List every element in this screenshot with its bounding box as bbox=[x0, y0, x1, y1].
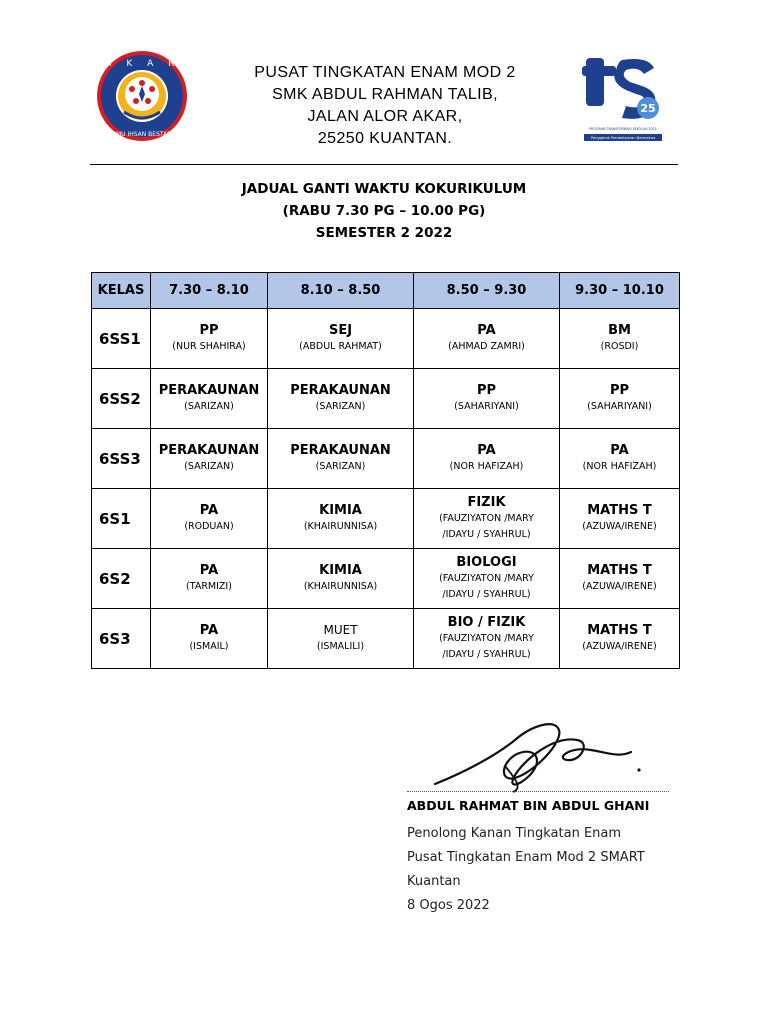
subject-label: PERAKAUNAN bbox=[158, 443, 260, 458]
header-kelas: KELAS bbox=[92, 273, 151, 309]
teacher-label: (FAUZIYATON /MARY bbox=[439, 573, 534, 584]
teacher-label-continued: /IDAYU / SYAHRUL) bbox=[442, 649, 531, 660]
header-divider bbox=[90, 164, 678, 165]
period-cell bbox=[414, 309, 560, 369]
teacher-label: (NOR HAFIZAH) bbox=[582, 461, 657, 472]
signatory-position: Penolong Kanan Tingkatan Enam bbox=[407, 826, 622, 841]
subject-label: PA bbox=[199, 503, 219, 518]
subject-label: PA bbox=[610, 443, 629, 458]
subject-label: FIZIK bbox=[467, 495, 506, 510]
signatory-school: Pusat Tingkatan Enam Mod 2 SMART bbox=[407, 850, 645, 865]
header-slot-1: 7.30 – 8.10 bbox=[151, 273, 268, 309]
period-cell bbox=[560, 309, 680, 369]
subject-label: KIMIA bbox=[319, 563, 362, 578]
teacher-label: (ISMAIL) bbox=[189, 641, 229, 652]
teacher-label: (SARIZAN) bbox=[315, 401, 366, 412]
teacher-label: (RODUAN) bbox=[184, 521, 234, 532]
subject-label: MATHS T bbox=[587, 563, 652, 578]
table-row bbox=[92, 489, 680, 549]
document-title bbox=[90, 178, 678, 244]
class-cell: 6S2 bbox=[92, 549, 151, 609]
teacher-label: (NOR HAFIZAH) bbox=[449, 461, 524, 472]
school-crest-logo bbox=[83, 50, 201, 142]
subject-label: PP bbox=[199, 323, 219, 338]
class-cell: 6SS1 bbox=[92, 309, 151, 369]
teacher-label-continued: /IDAYU / SYAHRUL) bbox=[442, 589, 531, 600]
teacher-label: (AHMAD ZAMRI) bbox=[448, 341, 525, 352]
header-slot-3: 8.50 – 9.30 bbox=[414, 273, 560, 309]
subject-label: BM bbox=[608, 323, 631, 338]
timetable-header-row bbox=[92, 273, 680, 309]
teacher-label: (ROSDI) bbox=[600, 341, 639, 352]
teacher-label: (AZUWA/IRENE) bbox=[582, 641, 657, 652]
period-cell bbox=[151, 609, 268, 669]
class-cell: 6SS3 bbox=[92, 429, 151, 489]
subject-label: PERAKAUNAN bbox=[290, 383, 391, 398]
period-cell bbox=[560, 369, 680, 429]
class-cell: 6S1 bbox=[92, 489, 151, 549]
period-cell bbox=[268, 309, 414, 369]
period-cell bbox=[151, 309, 268, 369]
period-cell bbox=[414, 609, 560, 669]
subject-label: PA bbox=[199, 623, 219, 638]
period-cell bbox=[560, 609, 680, 669]
table-row bbox=[92, 609, 680, 669]
logo-number: 25 bbox=[640, 102, 656, 115]
period-cell bbox=[560, 429, 680, 489]
teacher-label: (TARMIZI) bbox=[186, 581, 232, 592]
period-cell bbox=[560, 549, 680, 609]
class-cell: 6SS2 bbox=[92, 369, 151, 429]
ts25-logo bbox=[582, 52, 664, 144]
subject-label: PA bbox=[199, 563, 219, 578]
crest-top-text: S M K A R T bbox=[83, 59, 201, 69]
title-line-2: (RABU 7.30 PG – 10.00 PG) bbox=[282, 203, 486, 219]
teacher-label: (KHAIRUNNISA) bbox=[303, 581, 378, 592]
school-line-3: JALAN ALOR AKAR, bbox=[307, 108, 463, 125]
teacher-label: (FAUZIYATON /MARY bbox=[439, 513, 534, 524]
header-slot-4: 9.30 – 10.10 bbox=[560, 273, 680, 309]
signature-date: 8 Ogos 2022 bbox=[407, 898, 490, 913]
teacher-label: (ISMALILI) bbox=[316, 641, 365, 652]
period-cell bbox=[268, 429, 414, 489]
logo-caption-2: Penggerak Pembelajaran Bermakna bbox=[590, 136, 656, 140]
period-cell bbox=[414, 549, 560, 609]
subject-label: PERAKAUNAN bbox=[290, 443, 391, 458]
teacher-label: (SAHARIYANI) bbox=[454, 401, 519, 412]
school-address bbox=[200, 62, 570, 150]
period-cell bbox=[414, 489, 560, 549]
subject-label: PERAKAUNAN bbox=[158, 383, 260, 398]
title-line-1: JADUAL GANTI WAKTU KOKURIKULUM bbox=[241, 181, 527, 197]
period-cell bbox=[268, 489, 414, 549]
period-cell bbox=[268, 369, 414, 429]
school-line-4: 25250 KUANTAN. bbox=[317, 130, 453, 147]
subject-label: MATHS T bbox=[587, 503, 652, 518]
teacher-label: (ABDUL RAHMAT) bbox=[299, 341, 382, 352]
table-row bbox=[92, 549, 680, 609]
subject-label: BIOLOGI bbox=[456, 555, 517, 570]
period-cell bbox=[151, 489, 268, 549]
table-row bbox=[92, 429, 680, 489]
subject-label: MATHS T bbox=[587, 623, 652, 638]
teacher-label-continued: /IDAYU / SYAHRUL) bbox=[442, 529, 531, 540]
crest-bottom-text: ILMU IHSAN BESTARI bbox=[110, 131, 174, 138]
period-cell bbox=[151, 429, 268, 489]
signatory-place: Kuantan bbox=[407, 874, 461, 889]
subject-label: BIO / FIZIK bbox=[447, 615, 526, 630]
teacher-label: (AZUWA/IRENE) bbox=[582, 521, 657, 532]
period-cell bbox=[414, 369, 560, 429]
signatory-details bbox=[407, 822, 645, 918]
subject-label: MUET bbox=[323, 623, 358, 637]
subject-label: PP bbox=[476, 383, 497, 398]
teacher-label: (KHAIRUNNISA) bbox=[303, 521, 378, 532]
teacher-label: (NUR SHAHIRA) bbox=[172, 341, 246, 352]
timetable bbox=[91, 272, 680, 669]
period-cell bbox=[560, 489, 680, 549]
handwritten-signature bbox=[405, 706, 675, 798]
table-row bbox=[92, 309, 680, 369]
logo-caption-1: PROGRAM TRANSFORMASI SEKOLAH 2025 bbox=[589, 127, 657, 131]
period-cell bbox=[151, 549, 268, 609]
subject-label: SEJ bbox=[328, 323, 353, 338]
subject-label: PP bbox=[609, 383, 630, 398]
signatory-name: ABDUL RAHMAT BIN ABDUL GHANI bbox=[407, 798, 650, 813]
subject-label: KIMIA bbox=[319, 503, 362, 518]
period-cell bbox=[414, 429, 560, 489]
class-cell: 6S3 bbox=[92, 609, 151, 669]
period-cell bbox=[268, 549, 414, 609]
teacher-label: (FAUZIYATON /MARY bbox=[439, 633, 534, 644]
teacher-label: (SARIZAN) bbox=[315, 461, 366, 472]
school-line-2: SMK ABDUL RAHMAN TALIB, bbox=[272, 86, 498, 103]
teacher-label: (SARIZAN) bbox=[184, 401, 234, 412]
table-row bbox=[92, 369, 680, 429]
school-line-1: PUSAT TINGKATAN ENAM MOD 2 bbox=[254, 64, 516, 81]
subject-label: PA bbox=[477, 323, 496, 338]
header-slot-2: 8.10 – 8.50 bbox=[268, 273, 414, 309]
teacher-label: (SAHARIYANI) bbox=[587, 401, 652, 412]
period-cell bbox=[151, 369, 268, 429]
subject-label: PA bbox=[477, 443, 496, 458]
title-line-3: SEMESTER 2 2022 bbox=[315, 225, 453, 241]
teacher-label: (SARIZAN) bbox=[184, 461, 234, 472]
teacher-label: (AZUWA/IRENE) bbox=[582, 581, 657, 592]
signature-line bbox=[407, 791, 669, 792]
period-cell bbox=[268, 609, 414, 669]
